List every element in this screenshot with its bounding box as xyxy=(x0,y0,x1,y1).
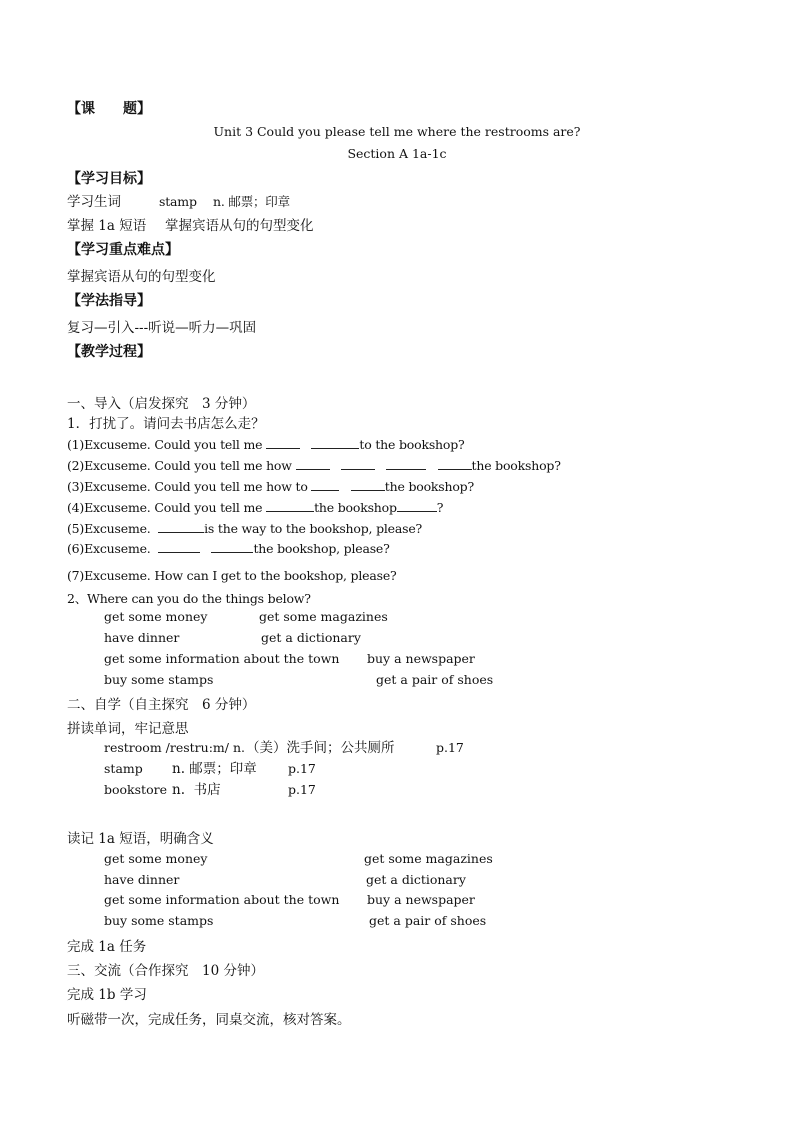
thing-item: get a dictionary xyxy=(261,630,361,645)
section1-title: 一、导入（启发探究 3 分钟） xyxy=(67,396,256,412)
things-row-1 xyxy=(104,609,388,625)
sentence-3-end: the bookshop? xyxy=(384,479,474,494)
things-row-4 xyxy=(104,672,494,688)
sentence-1-start: (1)Excuseme. Could you tell me xyxy=(67,437,263,452)
word-page: p.17 xyxy=(436,740,464,755)
sentence-4 xyxy=(67,499,443,517)
word-meaning: （美）洗手间；公共厕所 xyxy=(246,740,395,756)
sentence-5-end: is the way to the bookshop, please? xyxy=(204,521,423,536)
section1-question-1: 1．打扰了。请问去书店怎么走？ xyxy=(67,416,265,432)
method-label: 【学法指导】 xyxy=(67,293,151,309)
sentence-7: (7)Excuseme. How can I get to the bookshop, please? xyxy=(67,568,397,583)
phrase-item: get a pair of shoes xyxy=(369,913,487,928)
phrase-item: get some information about the town xyxy=(104,892,340,907)
section2-title: 二、自学（自主探究 6 分钟） xyxy=(67,697,256,713)
section1-question-2: 2、Where can you do the things below? xyxy=(67,591,311,606)
section2-subtitle-1: 拼读单词，牢记意思 xyxy=(67,721,189,737)
thing-item: get some information about the town xyxy=(104,651,340,666)
blank xyxy=(266,436,300,449)
word-entry: bookstore xyxy=(104,782,167,797)
phrase-row-2 xyxy=(104,872,466,888)
objective-vocab-word: stamp xyxy=(159,194,197,209)
sentence-4-start: (4)Excuseme. Could you tell me xyxy=(67,500,263,515)
word-entry: stamp xyxy=(104,761,143,776)
sentence-2 xyxy=(67,457,561,475)
process-label: 【教学过程】 xyxy=(67,344,151,360)
thing-item: get some money xyxy=(104,609,208,624)
objective-phrases: 掌握 1a 短语 xyxy=(67,218,147,234)
blank xyxy=(266,499,314,512)
thing-item: get a pair of shoes xyxy=(376,672,494,687)
blank xyxy=(158,520,204,533)
phrase-item: buy a newspaper xyxy=(367,892,475,907)
sentence-4-middle: the bookshop xyxy=(314,500,397,515)
topic-label: 【课 题】 xyxy=(67,101,151,117)
sentence-3-start: (3)Excuseme. Could you tell me how to xyxy=(67,479,308,494)
sentence-6-end: the bookshop, please? xyxy=(253,541,390,556)
section-subtitle: Section A 1a-1c xyxy=(347,146,447,161)
objectives-label: 【学习目标】 xyxy=(67,171,151,187)
word-row-stamp xyxy=(104,761,316,777)
key-points-text: 掌握宾语从句的句型变化 xyxy=(67,269,216,285)
sentence-3 xyxy=(67,478,474,496)
word-row-bookstore xyxy=(104,782,316,798)
key-points-label: 【学习重点难点】 xyxy=(67,242,179,258)
blank xyxy=(341,457,375,470)
phrase-item: buy some stamps xyxy=(104,913,214,928)
phrase-item: get a dictionary xyxy=(366,872,466,887)
things-row-3 xyxy=(104,651,475,667)
thing-item: have dinner xyxy=(104,630,180,645)
sentence-6-start: (6)Excuseme. xyxy=(67,541,151,556)
blank xyxy=(158,540,200,553)
word-meaning: n. 邮票；印章 xyxy=(172,761,257,777)
section3-subtitle-1: 完成 1b 学习 xyxy=(67,987,147,1003)
blank xyxy=(311,478,339,491)
method-text: 复习—引入---听说—听力—巩固 xyxy=(67,320,257,336)
word-entry: restroom /restru:m/ n. xyxy=(104,740,245,755)
word-row-restroom xyxy=(104,740,464,756)
blank xyxy=(351,478,385,491)
phrase-item: have dinner xyxy=(104,872,180,887)
sentence-5 xyxy=(67,520,422,538)
phrase-row-3 xyxy=(104,892,475,908)
blank xyxy=(211,540,253,553)
sentence-1-end: to the bookshop? xyxy=(359,437,465,452)
thing-item: buy some stamps xyxy=(104,672,214,687)
section3-subtitle-2: 听磁带一次，完成任务，同桌交流，核对答案。 xyxy=(67,1012,351,1028)
sentence-2-end: the bookshop? xyxy=(471,458,561,473)
unit-title: Unit 3 Could you please tell me where the restrooms are? xyxy=(213,124,581,139)
phrase-row-1 xyxy=(104,851,493,867)
blank xyxy=(311,436,359,449)
objectives-line-1 xyxy=(67,193,290,211)
objective-vocab-label: 学习生词 xyxy=(67,194,121,210)
sentence-5-start: (5)Excuseme. xyxy=(67,521,151,536)
word-page: p.17 xyxy=(288,761,316,776)
things-row-2 xyxy=(104,630,361,646)
thing-item: get some magazines xyxy=(259,609,388,624)
word-page: p.17 xyxy=(288,782,316,797)
phrase-row-4 xyxy=(104,913,487,929)
blank xyxy=(438,457,472,470)
objectives-line-2 xyxy=(67,217,314,235)
word-meaning: n. 书店 xyxy=(172,782,221,798)
phrase-item: get some magazines xyxy=(364,851,493,866)
blank xyxy=(397,499,437,512)
section3-title: 三、交流（合作探究 10 分钟） xyxy=(67,963,264,979)
objective-clauses: 掌握宾语从句的句型变化 xyxy=(165,218,314,234)
phrase-item: get some money xyxy=(104,851,208,866)
section2-task: 完成 1a 任务 xyxy=(67,939,147,955)
thing-item: buy a newspaper xyxy=(367,651,475,666)
sentence-6 xyxy=(67,540,390,558)
section2-subtitle-2: 读记 1a 短语，明确含义 xyxy=(67,831,214,847)
blank xyxy=(296,457,330,470)
sentence-2-start: (2)Excuseme. Could you tell me how xyxy=(67,458,292,473)
sentence-1 xyxy=(67,436,465,454)
blank xyxy=(386,457,426,470)
sentence-4-end: ? xyxy=(436,500,444,515)
objective-vocab-meaning: n. 邮票；印章 xyxy=(213,194,290,209)
